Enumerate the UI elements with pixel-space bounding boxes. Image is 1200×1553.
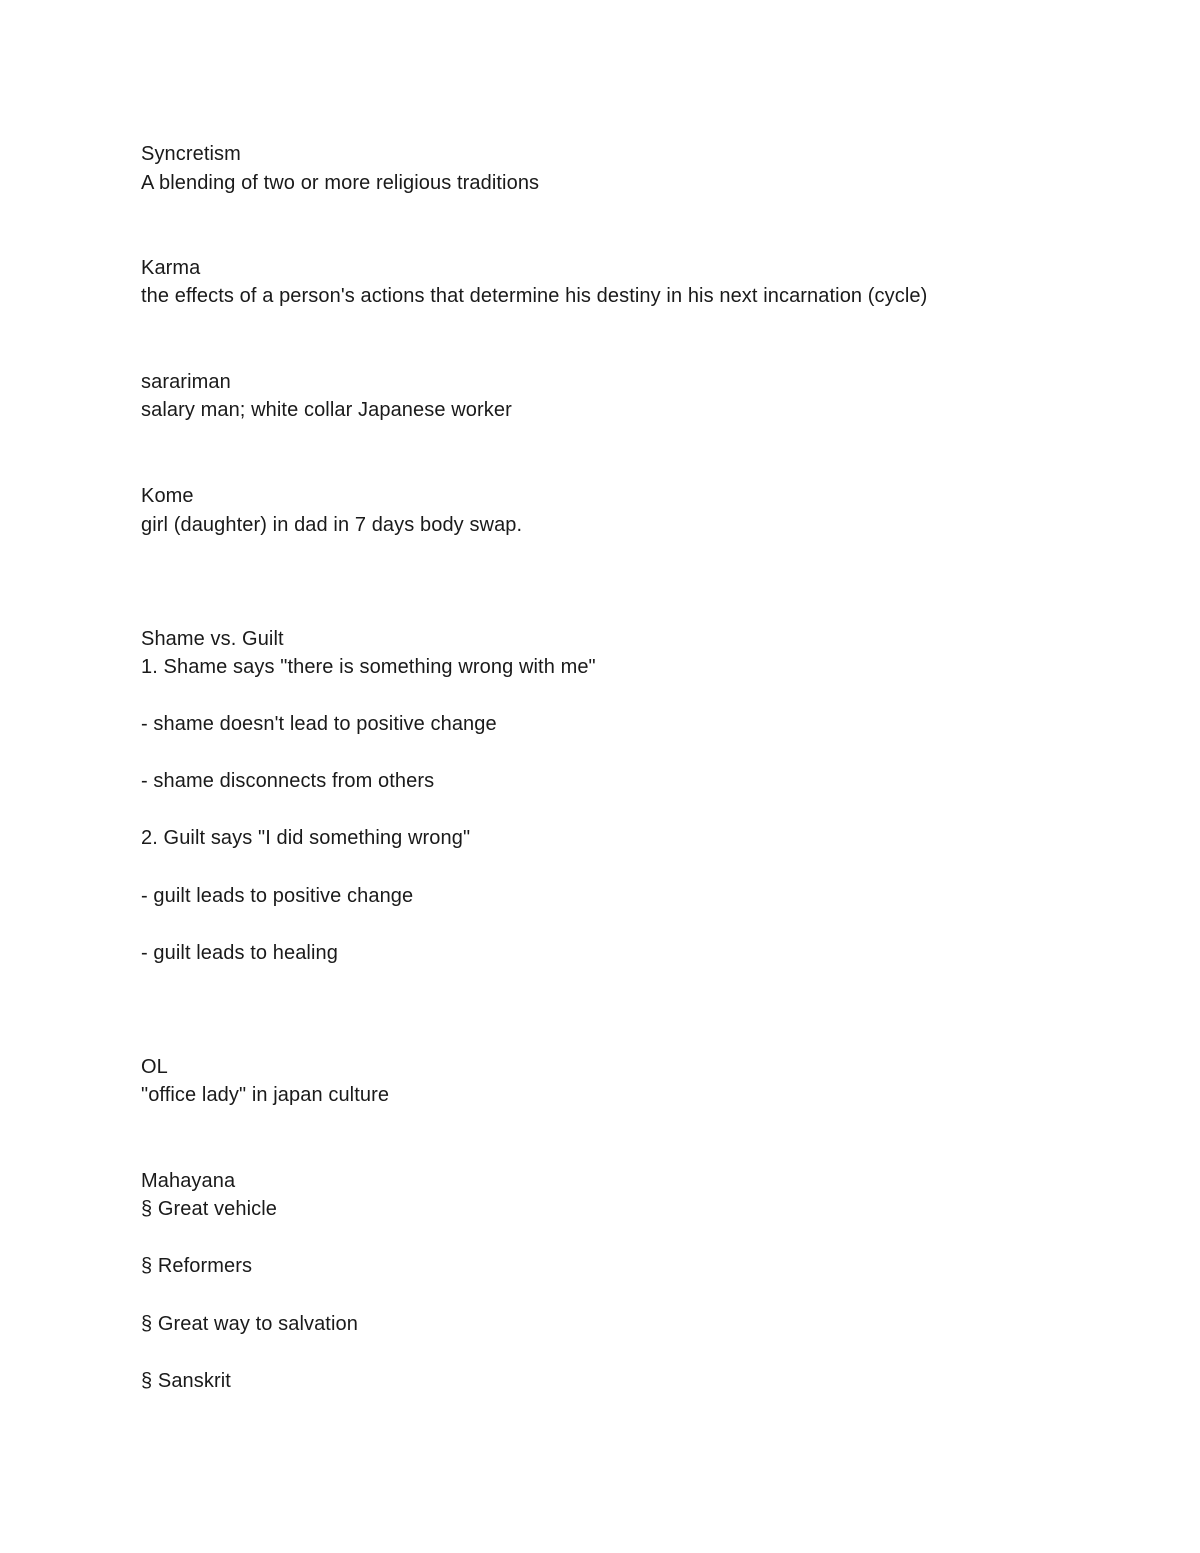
shame-guilt-line: - shame doesn't lead to positive change — [141, 713, 497, 735]
term-ol: OL — [141, 1056, 168, 1078]
term-karma: Karma — [141, 257, 201, 279]
term-kome: Kome — [141, 485, 194, 507]
term-shame-vs-guilt: Shame vs. Guilt — [141, 628, 284, 650]
term-mahayana: Mahayana — [141, 1170, 236, 1192]
shame-guilt-line: 1. Shame says "there is something wrong with me" — [141, 656, 596, 678]
definition-kome: girl (daughter) in dad in 7 days body swap. — [141, 514, 523, 536]
shame-guilt-line: 2. Guilt says "I did something wrong" — [141, 827, 471, 849]
term-syncretism: Syncretism — [141, 143, 241, 165]
term-sarariman: sarariman — [141, 371, 231, 393]
shame-guilt-line: - guilt leads to healing — [141, 942, 338, 964]
mahayana-line: § Great vehicle — [141, 1198, 278, 1220]
definition-syncretism: A blending of two or more religious traditions — [141, 172, 540, 194]
shame-guilt-line: - guilt leads to positive change — [141, 885, 414, 907]
mahayana-line: § Reformers — [141, 1255, 253, 1277]
mahayana-line: § Great way to salvation — [141, 1313, 358, 1335]
definition-ol: "office lady" in japan culture — [141, 1084, 390, 1106]
mahayana-line: § Sanskrit — [141, 1370, 231, 1392]
definition-karma: the effects of a person's actions that determine his destiny in his next incarnation (cycle) — [141, 285, 928, 307]
definition-sarariman: salary man; white collar Japanese worker — [141, 399, 512, 421]
shame-guilt-line: - shame disconnects from others — [141, 770, 435, 792]
